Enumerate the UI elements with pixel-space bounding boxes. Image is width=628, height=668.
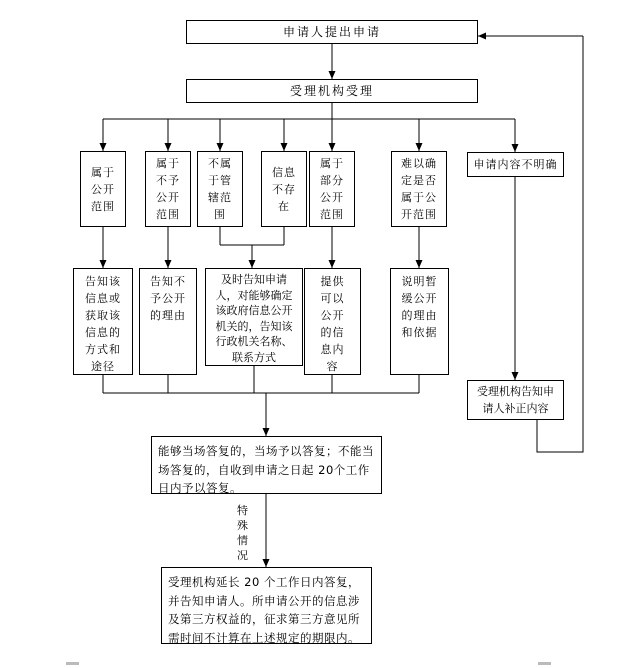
node-inform-access-method: 告知该信息或获取该信息的方式和途径 [73,268,133,375]
node-case-content-unclear: 申请内容不明确 [467,152,564,177]
node-request-supplement: 受理机构告知申请人补正内容 [467,380,564,420]
special-case-label: 特殊情况 [237,504,248,562]
gray-dash-right [538,662,551,665]
node-case-info-not-exist: 信息不存在 [261,151,307,227]
node-case-hard-to-determine: 难以确定是否属于公开范围 [391,151,447,227]
node-case-no-jurisdiction: 不属于管辖范围 [197,151,243,227]
node-reply-deadline: 能够当场答复的，当场予以答复；不能当场答复的，自收到申请之日起 20个工作日内予以答复。 [151,436,382,494]
node-case-non-disclosure-scope: 属于不予公开范围 [145,151,191,227]
node-inform-competent-authority: 及时告知申请人，对能够确定该政府信息公开机关的，告知该行政机关名称、联系方式 [205,268,303,366]
node-provide-open-content: 提供可以公开的信息内容 [304,268,361,375]
node-extension-deadline: 受理机构延长 20 个工作日内答复，并告知申请人。所申请公开的信息涉及第三方权益的，征求第三方意见所需时间不计算在上述规定的期限内。 [161,567,372,644]
node-inform-refusal-reason: 告知不予公开的理由 [139,268,197,375]
gray-dash-left [66,662,79,665]
node-agency-accepts: 受理机构受理 [186,79,478,103]
node-explain-postpone-reason: 说明暂缓公开的理由和依据 [390,268,449,375]
node-applicant-submits: 申请人提出申请 [186,20,478,44]
node-case-public-scope: 属于公开范围 [80,151,126,227]
node-case-partial-public: 属于部分公开范围 [309,151,355,227]
